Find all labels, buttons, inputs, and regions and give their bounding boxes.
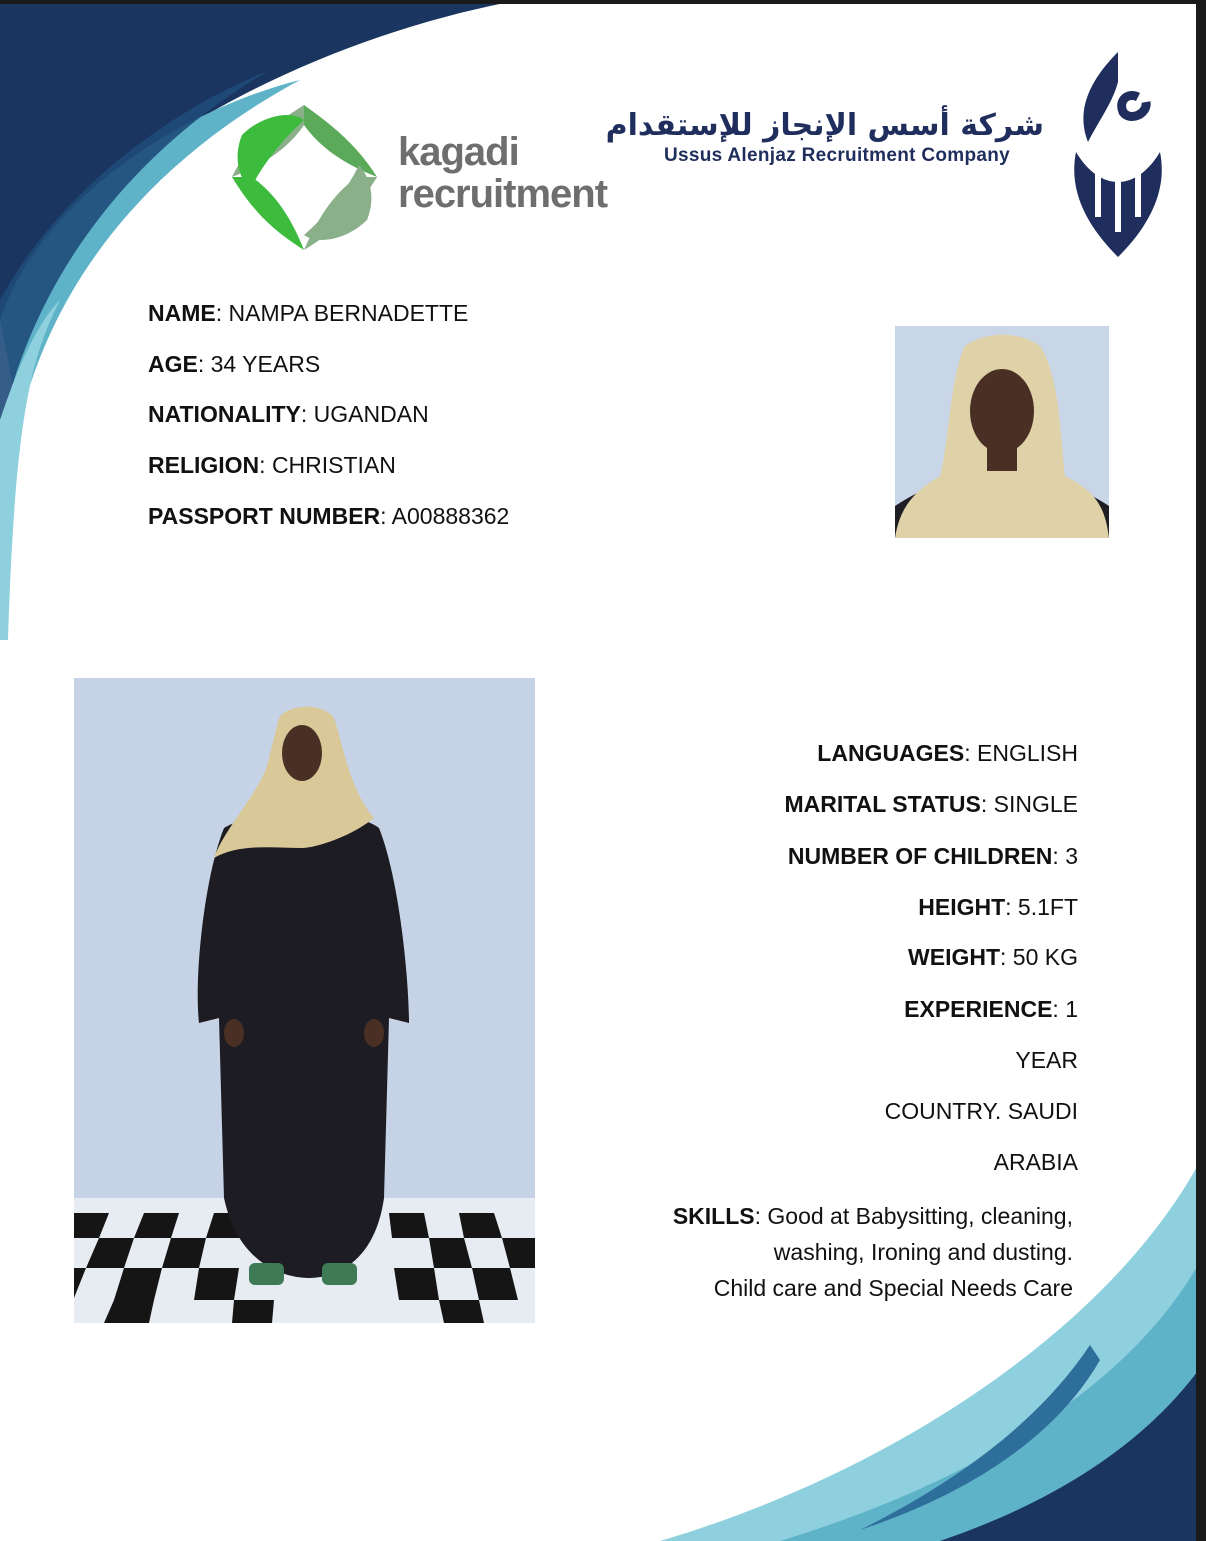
religion-value: : CHRISTIAN [259, 452, 396, 478]
kagadi-logo-line1: kagadi [398, 130, 519, 174]
passport-field [148, 501, 509, 531]
portrait-photo [895, 326, 1109, 538]
religion-label: RELIGION [148, 452, 260, 478]
children-label: NUMBER OF CHILDREN [787, 843, 1053, 869]
skills-value-line1: : Good at Babysitting, cleaning, [754, 1203, 1073, 1229]
skills-label: SKILLS [672, 1203, 755, 1229]
experience-field [904, 994, 1078, 1024]
skills-line2: washing, Ironing and dusting. [773, 1239, 1073, 1265]
experience-value: : 1 [1052, 996, 1078, 1022]
nationality-value: : UGANDAN [300, 401, 429, 427]
marital-status-value: : SINGLE [980, 791, 1078, 817]
experience-label: EXPERIENCE [904, 996, 1053, 1022]
passport-value: : A00888362 [380, 503, 510, 529]
kagadi-logo-line2: recruitment [398, 172, 608, 216]
age-field [148, 349, 320, 379]
ussus-emblem-icon [1068, 52, 1168, 257]
ussus-arabic-name: شركة أسس الإنجاز للإستقدام [605, 108, 1044, 143]
nationality-field [148, 399, 429, 429]
marital-status-label: MARITAL STATUS [784, 791, 981, 817]
weight-value: : 50 KG [1000, 944, 1078, 970]
height-field [918, 892, 1078, 922]
skills-line1 [633, 1198, 1073, 1234]
passport-label: PASSPORT NUMBER [148, 503, 381, 529]
experience-unit: YEAR [1015, 1047, 1078, 1073]
skills-block [633, 1198, 1073, 1306]
children-value: : 3 [1052, 843, 1078, 869]
height-label: HEIGHT [918, 894, 1006, 920]
languages-label: LANGUAGES [817, 740, 965, 766]
marital-status-field [785, 789, 1079, 819]
name-value: : NAMPA BERNADETTE [215, 300, 469, 326]
age-label: AGE [148, 351, 198, 377]
name-label: NAME [148, 300, 216, 326]
weight-label: WEIGHT [908, 944, 1001, 970]
country-line1: COUNTRY. SAUDI [884, 1098, 1078, 1124]
age-value: : 34 YEARS [197, 351, 321, 377]
ussus-english-name: Ussus Alenjaz Recruitment Company [664, 145, 1010, 166]
languages-field [817, 738, 1078, 768]
nationality-label: NATIONALITY [148, 401, 301, 427]
name-field [148, 298, 468, 328]
height-value: : 5.1FT [1005, 894, 1078, 920]
children-field [788, 841, 1078, 871]
skills-line3: Child care and Special Needs Care [713, 1275, 1073, 1301]
languages-value: : ENGLISH [964, 740, 1078, 766]
kagadi-logo-mark [232, 105, 377, 250]
weight-field [908, 942, 1078, 972]
religion-field [148, 450, 396, 480]
country-line2: ARABIA [993, 1149, 1078, 1175]
full-length-photo [74, 678, 535, 1323]
